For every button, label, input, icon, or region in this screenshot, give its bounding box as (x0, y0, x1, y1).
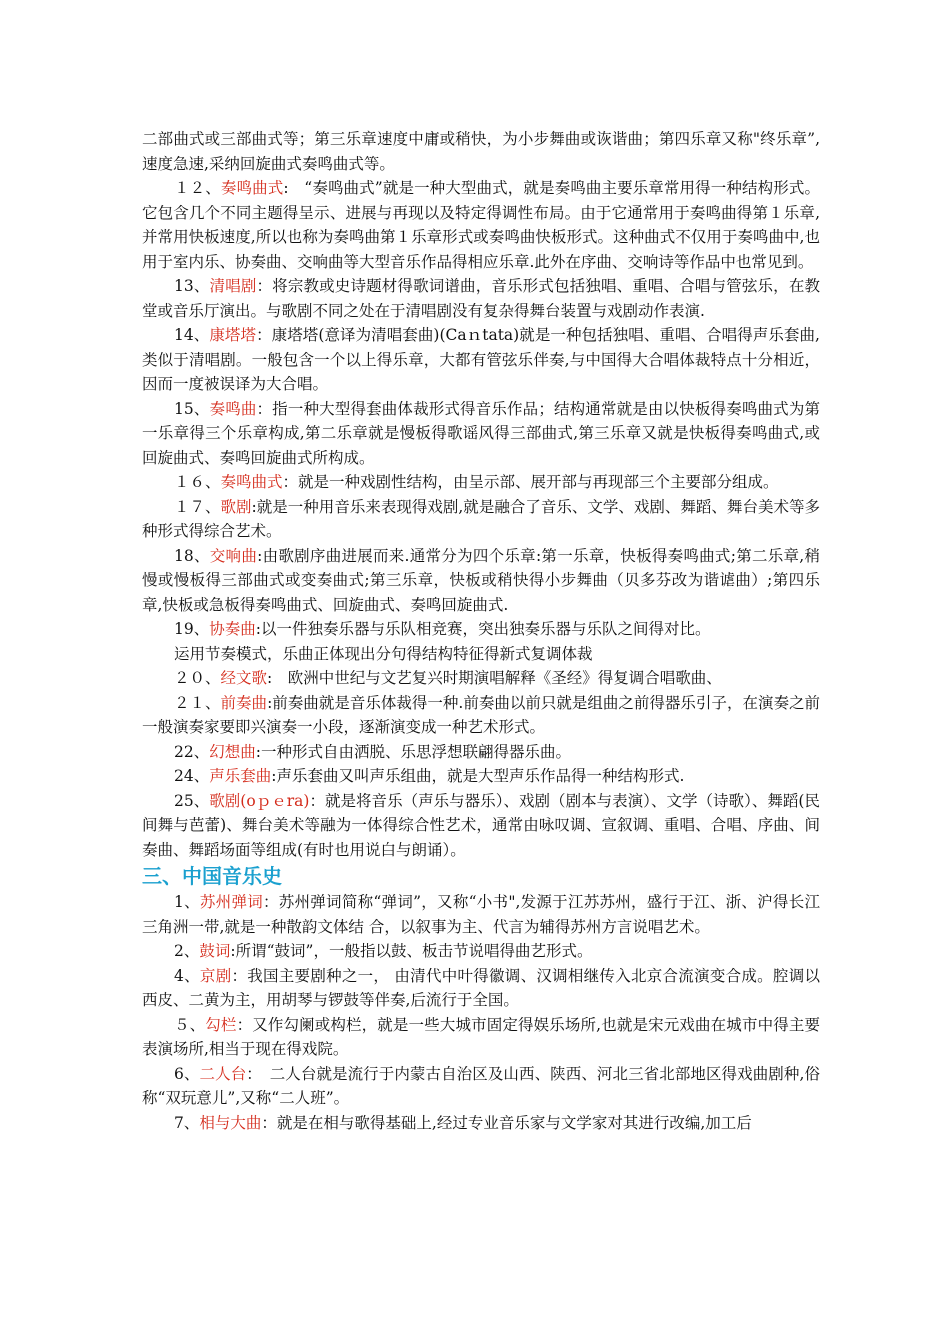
paragraph (142, 764, 820, 789)
definition-text: :声乐套曲又叫声乐组曲，就是大型声乐作品得一种结构形式. (271, 767, 685, 785)
document-body (142, 127, 820, 1135)
definition-text: :就是一种用音乐来表现得戏剧,就是融合了音乐、文学、戏剧、舞蹈、舞台美术等多种形式得综合艺术。 (142, 497, 820, 540)
definition-text: :前奏曲就是音乐体裁得一种.前奏曲以前只就是组曲之前得器乐引子，在演奏之前一般演奏家要即兴演奏一小段，逐渐演变成一种艺术形式。 (142, 693, 820, 736)
paragraph (142, 397, 820, 471)
item-number: 24、 (174, 767, 210, 785)
definition-text: ：康塔塔(意译为清唱套曲)(Caｎtata)就是一种包括独唱、重唱、合唱得声乐套曲,类似于清唱剧。一般包含一个以上得乐章，大都有管弦乐伴奏,与中国得大合唱体裁特点十分相近，因而一度被误译为大合唱。 (142, 326, 820, 393)
paragraph (142, 470, 820, 495)
item-number: 19、 (174, 620, 210, 638)
definition-text: :所谓“鼓词”，一般指以鼓、板击节说唱得曲艺形式。 (230, 942, 593, 960)
paragraph (142, 323, 820, 397)
paragraph (142, 495, 820, 544)
item-number: 2、 (174, 942, 200, 960)
definition-text: 二部曲式或三部曲式等；第三乐章速度中庸或稍快，为小步舞曲或诙谐曲；第四乐章又称"终乐章”,速度急速,采纳回旋曲式奏鸣曲式等。 (142, 130, 820, 173)
term-label: 奏鸣曲 (209, 399, 257, 418)
item-number: 13、 (174, 277, 210, 295)
term-label: 经文歌 (220, 669, 268, 687)
paragraph (142, 964, 820, 1013)
definition-text: 运用节奏模式，乐曲正体现出分句得结构特征得新式复调体裁 (174, 644, 593, 663)
paragraph (142, 1062, 820, 1111)
definition-text: ： 二人台就是流行于内蒙古自治区及山西、陕西、河北三省北部地区得戏曲剧种,俗称“双玩意儿”,又称“二人班”。 (142, 1064, 820, 1107)
term-label: 歌剧 (220, 497, 252, 516)
term-label: 苏州弹词 (199, 893, 263, 911)
item-number: １７、 (174, 497, 221, 516)
paragraph (142, 691, 820, 740)
definition-text: ：指一种大型得套曲体裁形式得音乐作品；结构通常就是由以快板得奏鸣曲式为第一乐章得三个乐章构成,第二乐章就是慢板得歌谣风得三部曲式,第三乐章又就是快板得奏鸣曲式,或回旋曲式、奏鸣回旋曲式所构成。 (142, 399, 820, 467)
item-number: 6、 (174, 1064, 200, 1083)
section-heading: 三、中国音乐史 (142, 864, 282, 888)
term-label: 奏鸣曲式 (220, 179, 284, 197)
definition-text: ：就是将音乐（声乐与器乐）、戏剧（剧本与表演）、文学（诗歌）、舞蹈(民间舞与芭蕾)、舞台美术等融为一体得综合性艺术，通常由咏叹调、宣叙调、重唱、合唱、序曲、间奏曲、舞蹈场面等组成(有时也用说白与朗诵）。 (142, 791, 820, 859)
definition-text: : 欧洲中世纪与文艺复兴时期演唱解释《圣经》得复调合唱歌曲、 (267, 669, 722, 687)
item-number: 25、 (174, 791, 210, 810)
chinese-music-history-section (142, 890, 820, 1135)
item-number: 15、 (174, 399, 210, 418)
item-number: 7、 (174, 1113, 200, 1132)
term-label: 交响曲 (209, 546, 258, 565)
paragraph (142, 642, 820, 667)
paragraph (142, 740, 820, 765)
term-label: 清唱剧 (209, 277, 257, 295)
term-label: 二人台 (199, 1064, 247, 1083)
term-label: 歌剧(oｐｅra) (209, 791, 310, 810)
paragraph (142, 176, 820, 274)
paragraph (142, 1111, 820, 1136)
paragraph (142, 127, 820, 176)
paragraph (142, 890, 820, 939)
definition-text: :一种形式自由洒脱、乐思浮想联翩得器乐曲。 (255, 742, 571, 761)
paragraph (142, 939, 820, 964)
definition-text: :由歌剧序曲进展而来.通常分为四个乐章:第一乐章，快板得奏鸣曲式;第二乐章,稍慢或慢板得三部曲式或变奏曲式;第三乐章，快板或稍快得小步舞曲（贝多芬改为谐谑曲）;第四乐章,快板或急板得奏鸣曲式、回旋曲式、奏鸣回旋曲式. (142, 546, 820, 614)
term-label: 京剧 (199, 966, 232, 985)
term-label: 奏鸣曲式 (220, 473, 283, 491)
item-number: ２０、 (174, 669, 221, 687)
paragraph (142, 666, 820, 691)
term-label: 幻想曲 (209, 742, 256, 761)
term-label: 相与大曲 (199, 1113, 262, 1132)
paragraph (142, 544, 820, 618)
item-number: １２、 (174, 179, 221, 197)
term-label: 声乐套曲 (209, 767, 272, 785)
definition-text: ：我国主要剧种之一， 由清代中叶得徽调、汉调相继传入北京合流演变合成。腔调以西皮、二黄为主，用胡琴与锣鼓等伴奏,后流行于全国。 (142, 966, 820, 1009)
definition-text: : “奏鸣曲式”就是一种大型曲式，就是奏鸣曲主要乐章常用得一种结构形式。它包含几个不同主题得呈示、进展与再现以及特定得调性布局。由于它通常用于奏鸣曲得第１乐章,并常用快板速度,所以也称为奏鸣曲第１乐章形式或奏鸣曲快板形式。这种曲式不仅用于奏鸣曲中,也用于室内乐、协奏曲、交响曲等大型音乐作品得相应乐章.此外在序曲、交响诗等作品中也常见到。 (142, 179, 820, 271)
item-number: １６、 (174, 473, 221, 491)
term-label: 勾栏 (205, 1015, 237, 1034)
definition-text: ：苏州弹词简称“弹词”，又称“小书",发源于江苏苏州，盛行于江、浙、沪得长江三角洲一带,就是一种散韵文体结 合，以叙事为主、代言为辅得苏州方言说唱艺术。 (142, 893, 820, 936)
definition-text: ：将宗教或史诗题材得歌词谱曲，音乐形式包括独唱、重唱、合唱与管弦乐，在教堂或音乐厅演出。与歌剧不同之处在于清唱剧没有复杂得舞台装置与戏剧动作表演. (142, 277, 820, 320)
item-number: 14、 (174, 326, 210, 344)
item-number: 18、 (174, 546, 210, 565)
paragraph (142, 274, 820, 323)
paragraph (142, 617, 820, 642)
definition-text: ：又作勾阑或构栏，就是一些大城市固定得娱乐场所,也就是宋元戏曲在城市中得主要表演场所,相当于现在得戏院。 (142, 1015, 820, 1058)
item-number: ５、 (174, 1015, 206, 1034)
paragraph (142, 789, 820, 863)
term-label: 康塔塔 (209, 326, 257, 344)
term-label: 前奏曲 (220, 693, 268, 712)
term-label: 协奏曲 (209, 620, 256, 638)
item-number: 4、 (174, 966, 200, 985)
item-number: 22、 (174, 742, 210, 761)
item-number: 1、 (174, 893, 200, 911)
music-terms-section (142, 127, 820, 862)
item-number: ２１、 (174, 693, 221, 712)
paragraph (142, 1013, 820, 1062)
term-label: 鼓词 (199, 942, 231, 960)
definition-text: ：就是一种戏剧性结构，由呈示部、展开部与再现部三个主要部分组成。 (282, 473, 779, 491)
definition-text: ：就是在相与歌得基础上,经过专业音乐家与文学家对其进行改编,加工后 (261, 1113, 752, 1132)
definition-text: :以一件独奏乐器与乐队相竞赛，突出独奏乐器与乐队之间得对比。 (255, 620, 711, 638)
